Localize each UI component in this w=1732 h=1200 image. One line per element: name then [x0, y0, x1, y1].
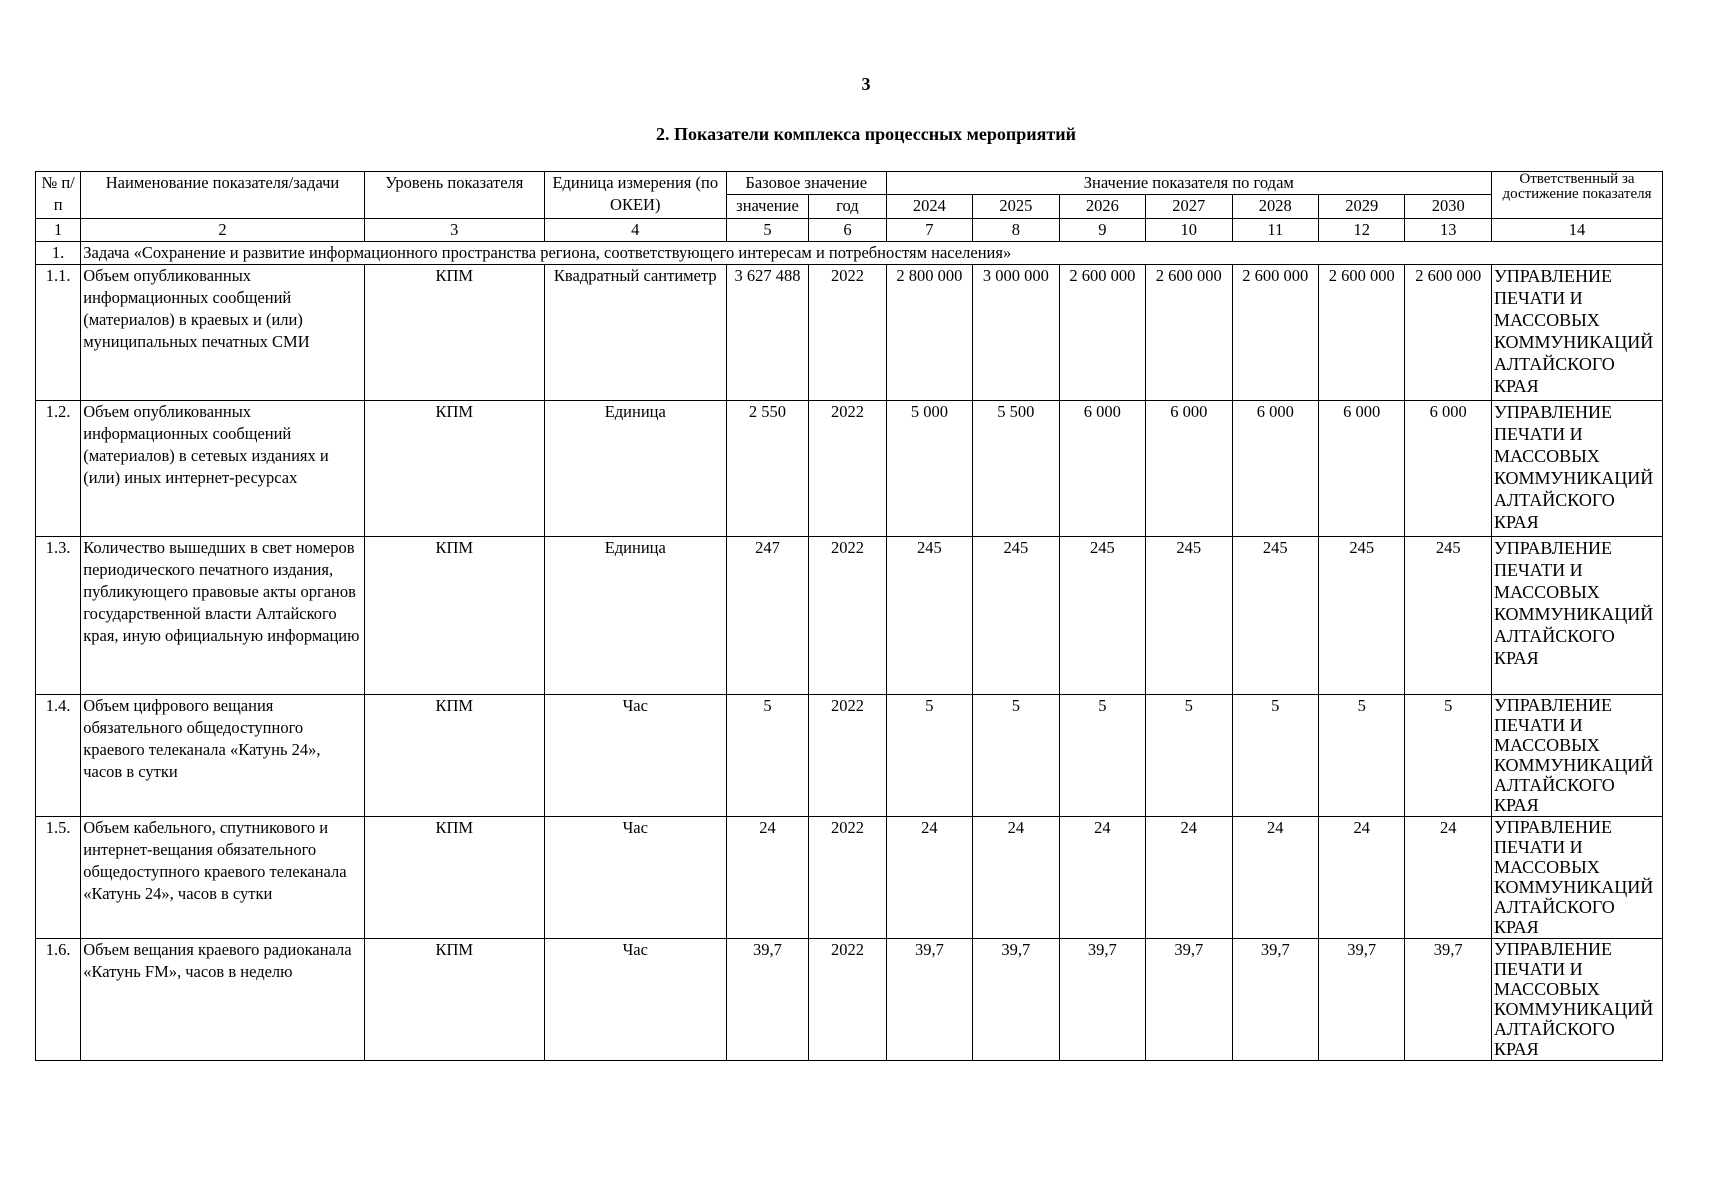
task-row — [36, 242, 1663, 265]
header-no: № п/п — [36, 172, 81, 219]
row-number: 1.1. — [36, 265, 81, 401]
header-by-years: Значение показателя по годам — [886, 172, 1491, 195]
base-value: 24 — [726, 817, 808, 939]
indicator-level: КПМ — [364, 537, 544, 695]
year-value: 245 — [1232, 537, 1318, 695]
column-number: 10 — [1146, 219, 1232, 242]
document-title: 2. Показатели комплекса процессных мероприятий — [655, 124, 1076, 144]
year-value: 39,7 — [1232, 939, 1318, 1061]
year-value: 6 000 — [1146, 401, 1232, 537]
column-number: 8 — [973, 219, 1059, 242]
table-row — [36, 537, 1663, 695]
indicator-unit: Единица — [544, 401, 726, 537]
column-number: 3 — [364, 219, 544, 242]
year-value: 24 — [1232, 817, 1318, 939]
base-year: 2022 — [809, 939, 886, 1061]
indicator-name: Объем опубликованных информационных сообщений (материалов) в сетевых изданиях и (или) иных интернет-ресурсах — [81, 401, 365, 537]
table-row — [36, 817, 1663, 939]
year-value: 6 000 — [1059, 401, 1145, 537]
column-number: 12 — [1319, 219, 1405, 242]
year-value: 2 600 000 — [1146, 265, 1232, 401]
year-value: 2 600 000 — [1319, 265, 1405, 401]
base-value: 2 550 — [726, 401, 808, 537]
responsible: УПРАВЛЕНИЕ ПЕЧАТИ И МАССОВЫХ КОММУНИКАЦИЙ АЛТАЙСКОГО КРАЯ — [1491, 695, 1662, 817]
indicator-level: КПМ — [364, 817, 544, 939]
year-value: 24 — [1146, 817, 1232, 939]
year-value: 39,7 — [973, 939, 1059, 1061]
year-value: 245 — [1146, 537, 1232, 695]
column-number: 11 — [1232, 219, 1318, 242]
year-value: 245 — [1059, 537, 1145, 695]
header-year: 2026 — [1059, 195, 1145, 219]
row-number: 1.4. — [36, 695, 81, 817]
year-value: 5 — [973, 695, 1059, 817]
year-value: 245 — [1405, 537, 1492, 695]
row-number: 1.5. — [36, 817, 81, 939]
task-text: Задача «Сохранение и развитие информационного пространства региона, соответствующего интересам и потребностям населения» — [81, 242, 1663, 265]
indicator-name: Объем опубликованных информационных сообщений (материалов) в краевых и (или) муниципальных печатных СМИ — [81, 265, 365, 401]
year-value: 39,7 — [886, 939, 972, 1061]
year-value: 24 — [1059, 817, 1145, 939]
year-value: 3 000 000 — [973, 265, 1059, 401]
base-year: 2022 — [809, 817, 886, 939]
column-number: 14 — [1491, 219, 1662, 242]
indicator-name: Объем кабельного, спутникового и интернет-вещания обязательного общедоступного краевого телеканала «Катунь 24», часов в сутки — [81, 817, 365, 939]
responsible: УПРАВЛЕНИЕ ПЕЧАТИ И МАССОВЫХ КОММУНИКАЦИЙ АЛТАЙСКОГО КРАЯ — [1491, 817, 1662, 939]
year-value: 5 500 — [973, 401, 1059, 537]
table-row — [36, 265, 1663, 401]
responsible: УПРАВЛЕНИЕ ПЕЧАТИ И МАССОВЫХ КОММУНИКАЦИЙ АЛТАЙСКОГО КРАЯ — [1491, 537, 1662, 695]
column-number: 9 — [1059, 219, 1145, 242]
year-value: 2 600 000 — [1059, 265, 1145, 401]
header-year: 2028 — [1232, 195, 1318, 219]
year-value: 5 — [1405, 695, 1492, 817]
year-value: 5 — [1319, 695, 1405, 817]
base-year: 2022 — [809, 695, 886, 817]
base-value: 3 627 488 — [726, 265, 808, 401]
header-row-1 — [36, 172, 1663, 195]
header-base-year: год — [809, 195, 886, 219]
header-base-value: значение — [726, 195, 808, 219]
column-number: 5 — [726, 219, 808, 242]
header-unit: Единица измерения (по ОКЕИ) — [544, 172, 726, 219]
row-number: 1.3. — [36, 537, 81, 695]
year-value: 24 — [1405, 817, 1492, 939]
base-year: 2022 — [809, 537, 886, 695]
page-number: 3 — [861, 74, 871, 94]
indicator-name: Объем вещания краевого радиоканала «Катунь FM», часов в неделю — [81, 939, 365, 1061]
year-value: 5 — [1059, 695, 1145, 817]
table-row — [36, 401, 1663, 537]
column-number: 6 — [809, 219, 886, 242]
year-value: 5 — [886, 695, 972, 817]
table-row — [36, 939, 1663, 1061]
indicator-unit: Квадратный сантиметр — [544, 265, 726, 401]
header-year: 2029 — [1319, 195, 1405, 219]
indicator-unit: Час — [544, 695, 726, 817]
year-value: 2 600 000 — [1232, 265, 1318, 401]
header-level: Уровень показателя — [364, 172, 544, 219]
column-numbers-row — [36, 219, 1663, 242]
year-value: 245 — [1319, 537, 1405, 695]
year-value: 24 — [973, 817, 1059, 939]
base-year: 2022 — [809, 401, 886, 537]
indicators-table — [35, 171, 1663, 1061]
base-value: 39,7 — [726, 939, 808, 1061]
indicator-level: КПМ — [364, 401, 544, 537]
indicator-level: КПМ — [364, 265, 544, 401]
column-number: 13 — [1405, 219, 1492, 242]
header-year: 2025 — [973, 195, 1059, 219]
column-number: 1 — [36, 219, 81, 242]
responsible: УПРАВЛЕНИЕ ПЕЧАТИ И МАССОВЫХ КОММУНИКАЦИЙ АЛТАЙСКОГО КРАЯ — [1491, 265, 1662, 401]
indicator-name: Количество вышедших в свет номеров периодического печатного издания, публикующего правовые акты органов государственной власти Алтайского края, иную официальную информацию — [81, 537, 365, 695]
year-value: 2 600 000 — [1405, 265, 1492, 401]
year-value: 39,7 — [1146, 939, 1232, 1061]
column-number: 7 — [886, 219, 972, 242]
row-number: 1.2. — [36, 401, 81, 537]
table-row — [36, 695, 1663, 817]
column-number: 2 — [81, 219, 365, 242]
base-value: 5 — [726, 695, 808, 817]
year-value: 5 000 — [886, 401, 972, 537]
header-year: 2030 — [1405, 195, 1492, 219]
year-value: 245 — [886, 537, 972, 695]
base-year: 2022 — [809, 265, 886, 401]
row-number: 1.6. — [36, 939, 81, 1061]
indicator-unit: Единица — [544, 537, 726, 695]
year-value: 2 800 000 — [886, 265, 972, 401]
column-number: 4 — [544, 219, 726, 242]
year-value: 6 000 — [1319, 401, 1405, 537]
indicator-level: КПМ — [364, 695, 544, 817]
responsible: УПРАВЛЕНИЕ ПЕЧАТИ И МАССОВЫХ КОММУНИКАЦИЙ АЛТАЙСКОГО КРАЯ — [1491, 939, 1662, 1061]
base-value: 247 — [726, 537, 808, 695]
header-year: 2027 — [1146, 195, 1232, 219]
responsible: УПРАВЛЕНИЕ ПЕЧАТИ И МАССОВЫХ КОММУНИКАЦИЙ АЛТАЙСКОГО КРАЯ — [1491, 401, 1662, 537]
year-value: 39,7 — [1405, 939, 1492, 1061]
header-base: Базовое значение — [726, 172, 886, 195]
year-value: 6 000 — [1405, 401, 1492, 537]
indicator-name: Объем цифрового вещания обязательного общедоступного краевого телеканала «Катунь 24», часов в сутки — [81, 695, 365, 817]
header-name: Наименование показателя/задачи — [81, 172, 365, 219]
header-year: 2024 — [886, 195, 972, 219]
year-value: 5 — [1232, 695, 1318, 817]
year-value: 245 — [973, 537, 1059, 695]
year-value: 5 — [1146, 695, 1232, 817]
year-value: 24 — [1319, 817, 1405, 939]
task-number: 1. — [36, 242, 81, 265]
header-responsible: Ответственный за достижение показателя — [1491, 172, 1662, 219]
year-value: 39,7 — [1319, 939, 1405, 1061]
year-value: 24 — [886, 817, 972, 939]
indicator-unit: Час — [544, 817, 726, 939]
indicator-unit: Час — [544, 939, 726, 1061]
year-value: 39,7 — [1059, 939, 1145, 1061]
year-value: 6 000 — [1232, 401, 1318, 537]
indicator-level: КПМ — [364, 939, 544, 1061]
